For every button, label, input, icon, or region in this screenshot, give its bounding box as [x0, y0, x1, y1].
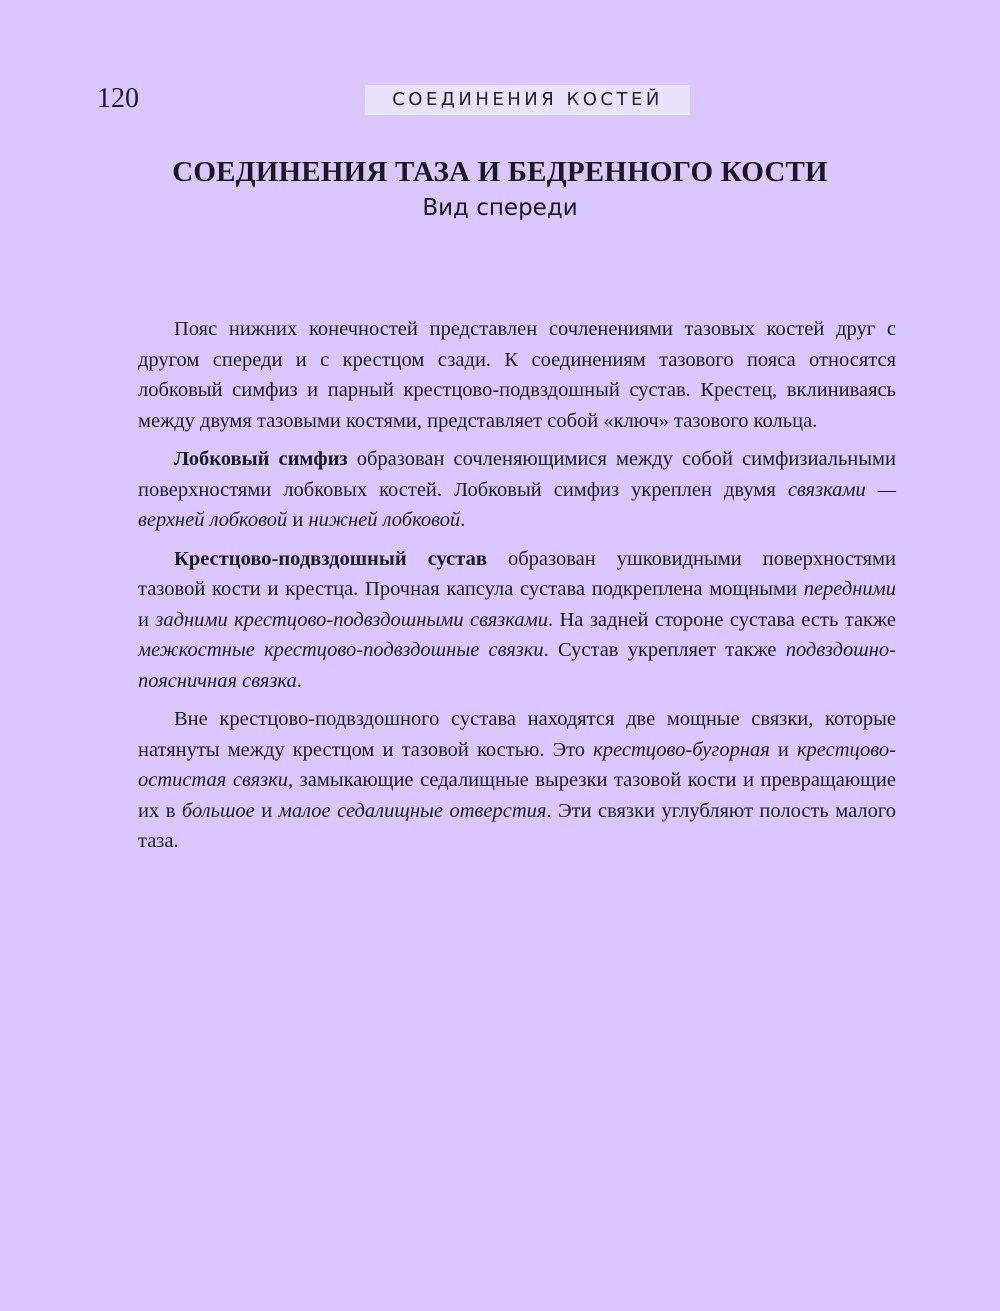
- text-run: и: [138, 608, 156, 631]
- text-run: и: [254, 799, 279, 822]
- section-subtitle: Вид спереди: [422, 195, 578, 221]
- paragraph: [138, 444, 896, 536]
- text-run: образован сочленяющимися между собой симфизиальными поверхностями лобковых костей. Лобковый симфиз укреплен двумя: [138, 448, 896, 501]
- term-italic: подвздошно-поясничная связка: [138, 639, 896, 692]
- paragraph: [138, 314, 896, 436]
- term-italic: связками — верхней лобковой: [138, 478, 896, 531]
- term-bold: Лобковый симфиз: [174, 448, 348, 470]
- term-bold: Крестцово-подвздошный сустав: [174, 547, 487, 570]
- page-number: 120: [97, 83, 139, 114]
- term-italic: крестцово-остистая связки: [138, 738, 896, 791]
- running-header: СОЕДИНЕНИЯ КОСТЕЙ: [365, 85, 690, 115]
- text-run: .: [460, 509, 466, 531]
- paragraph: [138, 544, 896, 697]
- section-title: СОЕДИНЕНИЯ ТАЗА И БЕДРЕННОГО КОСТИ: [172, 156, 828, 188]
- term-italic: большое: [181, 799, 255, 822]
- term-italic: передними: [803, 578, 896, 600]
- text-run: .: [296, 669, 302, 692]
- text-run: образован ушковидными поверхностями тазовой кости и крестца. Прочная капсула сустава подкреплена мощными: [138, 547, 896, 600]
- text-run: , замыкающие седалищные вырезки тазовой кости и превращающие их в: [138, 769, 896, 822]
- text-run: . На задней стороне сустава есть также: [547, 608, 896, 631]
- term-italic: задними крестцово-подвздошными связками: [155, 608, 548, 631]
- term-italic: межкостные крестцово-подвздошные связки: [138, 639, 544, 661]
- text-run: . Сустав укрепляет также: [543, 639, 786, 661]
- term-italic: малое седалищные отверстия: [278, 799, 547, 822]
- text-run: и: [769, 738, 797, 761]
- term-italic: крестцово-бугорная: [593, 738, 770, 761]
- text-run: Вне крестцово-подвздошного сустава находятся две мощные связки, которые натянуты между крестцом и тазовой костью. Это: [138, 708, 896, 761]
- text-run: Пояс нижних конечностей представлен сочленениями тазовых костей друг с другом спереди и с крестцом сзади. К соединениям тазового пояса относятся лобковый симфиз и парный крестцово-подвздошный сустав. Крестец, вклиниваясь между двумя тазовыми костями, представляет собой «ключ» тазового кольца.: [138, 318, 896, 432]
- text-run: и: [287, 509, 309, 531]
- term-italic: нижней лобковой: [308, 509, 461, 531]
- text-run: . Эти связки углубляют полость малого таза.: [138, 799, 896, 852]
- paragraph: [138, 704, 896, 857]
- body-text: [138, 314, 896, 865]
